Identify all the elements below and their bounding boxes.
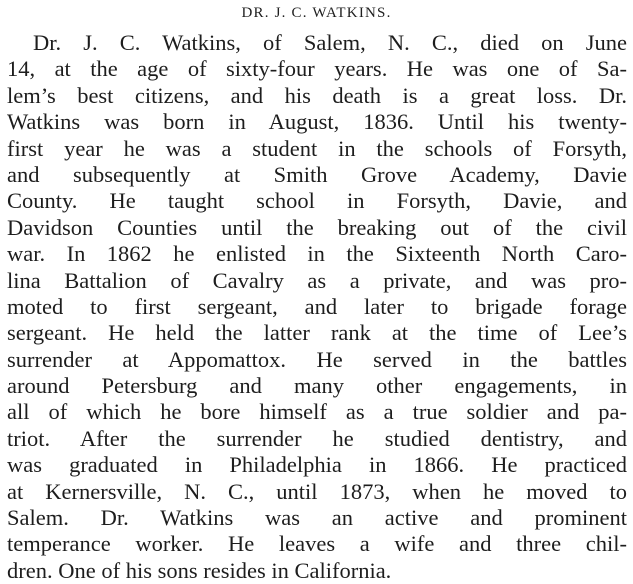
text-line: around Petersburg and many other engagements, in — [7, 373, 627, 399]
text-line: temperance worker. He leaves a wife and three chil- — [7, 531, 627, 557]
text-line: triot. After the surrender he studied dentistry, and — [7, 425, 627, 451]
text-line: Davidson Counties until the breaking out of the civil — [7, 214, 627, 240]
text-line: moted to first sergeant, and later to brigade forage — [7, 293, 627, 319]
text-line: Dr. J. C. Watkins, of Salem, N. C., died on June — [33, 30, 627, 55]
text-line: was graduated in Philadelphia in 1866. He practiced — [7, 452, 627, 478]
text-line: dren. One of his sons resides in California. — [7, 557, 392, 583]
text-line: surrender at Appomattox. He served in the battles — [7, 346, 627, 372]
text-line: all of which he bore himself as a true soldier and pa- — [7, 399, 627, 425]
text-line: County. He taught school in Forsyth, Davie, and — [7, 188, 627, 214]
text-line: Salem. Dr. Watkins was an active and prominent — [7, 505, 627, 531]
page-title: DR. J. C. WATKINS. — [241, 5, 392, 21]
text-line: first year he was a student in the schools of Forsyth, — [7, 135, 627, 161]
text-line: war. In 1862 he enlisted in the Sixteenth North Caro- — [7, 241, 627, 267]
text-line: 14, at the age of sixty-four years. He was one of Sa- — [7, 56, 627, 82]
text-line: sergeant. He held the latter rank at the time of Lee’s — [7, 320, 627, 346]
text-line: lina Battalion of Cavalry as a private, and was pro- — [7, 267, 627, 293]
text-line: lem’s best citizens, and his death is a great loss. Dr. — [7, 82, 627, 108]
text-line: at Kernersville, N. C., until 1873, when he moved to — [7, 478, 627, 504]
obituary-paragraph — [7, 30, 627, 584]
text-line: Watkins was born in August, 1836. Until his twenty- — [7, 109, 627, 135]
text-line: and subsequently at Smith Grove Academy, Davie — [7, 161, 627, 187]
